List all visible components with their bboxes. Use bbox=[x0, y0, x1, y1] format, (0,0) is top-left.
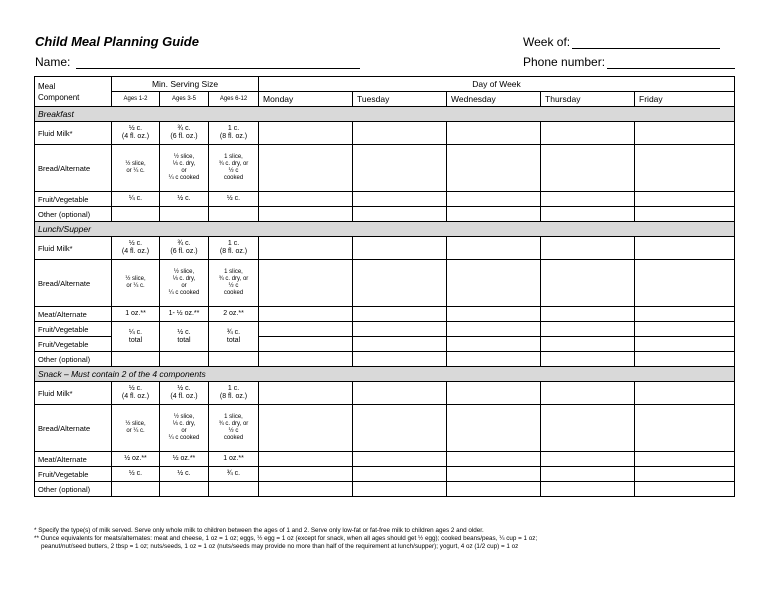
week-of-label: Week of: bbox=[523, 35, 571, 49]
day-entry-cell[interactable] bbox=[353, 237, 447, 260]
day-entry-cell[interactable] bbox=[541, 467, 635, 482]
footnote: * Specify the type(s) of milk served. Serve only whole milk to children between the ages of 1 and 2. Serve only low-fat or fat-free milk to children ages 2 and older. bbox=[34, 527, 484, 534]
day-entry-cell[interactable] bbox=[447, 145, 541, 192]
serving-size-cell: ¾ c. bbox=[209, 467, 259, 482]
day-entry-cell[interactable] bbox=[635, 192, 735, 207]
day-entry-cell[interactable] bbox=[447, 322, 541, 337]
table-row bbox=[35, 145, 735, 192]
day-entry-cell[interactable] bbox=[635, 382, 735, 405]
day-entry-cell[interactable] bbox=[353, 467, 447, 482]
component-label: Bread/Alternate bbox=[35, 145, 112, 192]
serving-size-cell: ¾ c. total bbox=[209, 322, 259, 352]
table-row bbox=[35, 382, 735, 405]
phone-label: Phone number: bbox=[523, 55, 606, 69]
day-entry-cell[interactable] bbox=[259, 405, 353, 452]
day-entry-cell[interactable] bbox=[259, 452, 353, 467]
component-label: Fruit/Vegetable bbox=[35, 337, 112, 352]
serving-size-cell: 1 oz.** bbox=[209, 452, 259, 467]
footnote: ** Ounce equivalents for meats/alternates: meat and cheese, 1 oz = 1 oz; eggs, ½ egg = 1 oz (except for snack, when all ages should get ½ egg); cooked beans/peas, ¼ cup = 1 oz; bbox=[34, 535, 538, 542]
table-row bbox=[35, 352, 735, 367]
day-entry-cell[interactable] bbox=[259, 207, 353, 222]
day-entry-cell[interactable] bbox=[635, 452, 735, 467]
day-header: Tuesday bbox=[353, 92, 447, 107]
day-entry-cell[interactable] bbox=[259, 260, 353, 307]
day-entry-cell[interactable] bbox=[635, 307, 735, 322]
day-entry-cell[interactable] bbox=[447, 192, 541, 207]
serving-size-cell: ½ slice, ⅓ c. dry, or ¼ c cooked bbox=[160, 405, 209, 452]
component-label: Other (optional) bbox=[35, 482, 112, 497]
day-entry-cell[interactable] bbox=[635, 482, 735, 497]
day-entry-cell[interactable] bbox=[447, 207, 541, 222]
day-entry-cell[interactable] bbox=[447, 452, 541, 467]
serving-size-cell: 1 slice, ¾ c. dry, or ½ c cooked bbox=[209, 405, 259, 452]
day-entry-cell[interactable] bbox=[259, 192, 353, 207]
day-entry-cell[interactable] bbox=[541, 122, 635, 145]
age-header: Ages 6-12 bbox=[209, 92, 259, 107]
serving-size-cell: ½ slice, or ¼ c. bbox=[112, 145, 160, 192]
serving-size-cell bbox=[209, 207, 259, 222]
day-entry-cell[interactable] bbox=[259, 467, 353, 482]
day-entry-cell[interactable] bbox=[635, 405, 735, 452]
day-entry-cell[interactable] bbox=[635, 322, 735, 337]
day-entry-cell[interactable] bbox=[541, 452, 635, 467]
footnote: peanut/nut/seed butters, 2 tbsp = 1 oz; nuts/seeds, 1 oz = 1 oz (nuts/seeds may provide no more than half of the requirement at lunch/supper); yogurt, 4 oz (1/2 cup) = 1 oz bbox=[34, 543, 519, 550]
serving-size-cell: ½ c. (4 fl. oz.) bbox=[112, 237, 160, 260]
day-entry-cell[interactable] bbox=[541, 260, 635, 307]
section-header: Snack – Must contain 2 of the 4 components bbox=[35, 367, 735, 382]
serving-size-cell bbox=[160, 482, 209, 497]
section-header: Breakfast bbox=[35, 107, 735, 122]
day-entry-cell[interactable] bbox=[447, 352, 541, 367]
week-of-field bbox=[523, 35, 720, 49]
table-row bbox=[35, 307, 735, 322]
component-label: Meat/Alternate bbox=[35, 452, 112, 467]
serving-size-cell: ½ c. bbox=[160, 192, 209, 207]
day-entry-cell[interactable] bbox=[635, 352, 735, 367]
serving-size-cell: 2 oz.** bbox=[209, 307, 259, 322]
phone-field bbox=[523, 55, 735, 69]
table-row bbox=[35, 467, 735, 482]
day-entry-cell[interactable] bbox=[447, 237, 541, 260]
table-row bbox=[35, 122, 735, 145]
day-entry-cell[interactable] bbox=[635, 260, 735, 307]
serving-size-cell bbox=[160, 207, 209, 222]
serving-size-cell: ½ c. (4 fl. oz.) bbox=[112, 122, 160, 145]
serving-size-cell: 1 oz.** bbox=[112, 307, 160, 322]
serving-size-cell: ¼ c. total bbox=[112, 322, 160, 352]
name-line[interactable] bbox=[76, 58, 360, 69]
day-entry-cell[interactable] bbox=[353, 207, 447, 222]
serving-size-cell: ½ c. bbox=[209, 192, 259, 207]
component-label: Fluid Milk* bbox=[35, 122, 112, 145]
min-serving-header: Min. Serving Size bbox=[112, 77, 259, 92]
table-row bbox=[35, 482, 735, 497]
day-entry-cell[interactable] bbox=[447, 337, 541, 352]
meal-component-header: Meal Component bbox=[35, 77, 112, 107]
serving-size-cell: ¼ c. bbox=[112, 192, 160, 207]
serving-size-cell: ½ c. bbox=[112, 467, 160, 482]
day-entry-cell[interactable] bbox=[541, 207, 635, 222]
component-label: Fruit/Vegetable bbox=[35, 192, 112, 207]
serving-size-cell: 1 slice, ¾ c. dry, or ½ c cooked bbox=[209, 260, 259, 307]
day-entry-cell[interactable] bbox=[353, 322, 447, 337]
day-entry-cell[interactable] bbox=[541, 352, 635, 367]
day-entry-cell[interactable] bbox=[353, 452, 447, 467]
serving-size-cell: ½ oz.** bbox=[160, 452, 209, 467]
table-row bbox=[35, 452, 735, 467]
table-row bbox=[35, 322, 735, 337]
serving-size-cell: ¾ c. (6 fl. oz.) bbox=[160, 237, 209, 260]
day-entry-cell[interactable] bbox=[541, 237, 635, 260]
serving-size-cell: 1 c. (8 fl. oz.) bbox=[209, 382, 259, 405]
name-field bbox=[35, 55, 360, 69]
table-row bbox=[35, 207, 735, 222]
age-header: Ages 3-5 bbox=[160, 92, 209, 107]
day-entry-cell[interactable] bbox=[447, 382, 541, 405]
table-row bbox=[35, 260, 735, 307]
serving-size-cell: ½ oz.** bbox=[112, 452, 160, 467]
day-entry-cell[interactable] bbox=[541, 145, 635, 192]
day-entry-cell[interactable] bbox=[541, 322, 635, 337]
component-label: Fruit/Vegetable bbox=[35, 467, 112, 482]
day-entry-cell[interactable] bbox=[541, 482, 635, 497]
day-entry-cell[interactable] bbox=[259, 122, 353, 145]
serving-size-cell: 1 slice, ¾ c. dry, or ½ c cooked bbox=[209, 145, 259, 192]
day-header: Wednesday bbox=[447, 92, 541, 107]
component-label: Other (optional) bbox=[35, 207, 112, 222]
day-of-week-header: Day of Week bbox=[259, 77, 735, 92]
component-label: Meat/Alternate bbox=[35, 307, 112, 322]
table-row bbox=[35, 237, 735, 260]
table-row bbox=[35, 405, 735, 452]
day-entry-cell[interactable] bbox=[447, 467, 541, 482]
day-entry-cell[interactable] bbox=[541, 382, 635, 405]
serving-size-cell bbox=[112, 207, 160, 222]
serving-size-cell: ½ slice, or ¼ c. bbox=[112, 405, 160, 452]
day-entry-cell[interactable] bbox=[541, 337, 635, 352]
day-entry-cell[interactable] bbox=[353, 382, 447, 405]
day-entry-cell[interactable] bbox=[353, 260, 447, 307]
day-entry-cell[interactable] bbox=[635, 122, 735, 145]
day-entry-cell[interactable] bbox=[259, 337, 353, 352]
day-entry-cell[interactable] bbox=[353, 482, 447, 497]
day-entry-cell[interactable] bbox=[259, 307, 353, 322]
day-entry-cell[interactable] bbox=[353, 352, 447, 367]
serving-size-cell: ½ slice, ⅓ c. dry, or ¼ c cooked bbox=[160, 145, 209, 192]
age-header: Ages 1-2 bbox=[112, 92, 160, 107]
day-entry-cell[interactable] bbox=[353, 122, 447, 145]
phone-line[interactable] bbox=[607, 58, 735, 69]
day-entry-cell[interactable] bbox=[353, 307, 447, 322]
serving-size-cell bbox=[160, 352, 209, 367]
component-label: Fluid Milk* bbox=[35, 382, 112, 405]
meal-planning-table bbox=[34, 76, 735, 497]
day-entry-cell[interactable] bbox=[635, 207, 735, 222]
day-entry-cell[interactable] bbox=[635, 237, 735, 260]
day-entry-cell[interactable] bbox=[447, 122, 541, 145]
serving-size-cell bbox=[209, 482, 259, 497]
serving-size-cell: ½ slice, or ¼ c. bbox=[112, 260, 160, 307]
component-label: Fluid Milk* bbox=[35, 237, 112, 260]
day-entry-cell[interactable] bbox=[353, 337, 447, 352]
day-entry-cell[interactable] bbox=[447, 405, 541, 452]
name-label: Name: bbox=[35, 55, 71, 69]
day-entry-cell[interactable] bbox=[259, 322, 353, 337]
component-label: Bread/Alternate bbox=[35, 405, 112, 452]
day-entry-cell[interactable] bbox=[635, 337, 735, 352]
serving-size-cell: ½ c. total bbox=[160, 322, 209, 352]
day-entry-cell[interactable] bbox=[447, 482, 541, 497]
component-label: Fruit/Vegetable bbox=[35, 322, 112, 337]
serving-size-cell bbox=[209, 352, 259, 367]
day-header: Friday bbox=[635, 92, 735, 107]
day-entry-cell[interactable] bbox=[353, 145, 447, 192]
serving-size-cell bbox=[112, 482, 160, 497]
serving-size-cell: ¾ c. (6 fl. oz.) bbox=[160, 122, 209, 145]
serving-size-cell bbox=[112, 352, 160, 367]
page-title: Child Meal Planning Guide bbox=[35, 34, 199, 49]
day-entry-cell[interactable] bbox=[541, 307, 635, 322]
serving-size-cell: ½ slice, ⅓ c. dry, or ¼ c cooked bbox=[160, 260, 209, 307]
day-entry-cell[interactable] bbox=[353, 405, 447, 452]
day-header: Monday bbox=[259, 92, 353, 107]
serving-size-cell: 1 c. (8 fl. oz.) bbox=[209, 237, 259, 260]
day-entry-cell[interactable] bbox=[635, 145, 735, 192]
serving-size-cell: ½ c. bbox=[160, 467, 209, 482]
week-of-line[interactable] bbox=[572, 38, 720, 49]
day-entry-cell[interactable] bbox=[541, 405, 635, 452]
serving-size-cell: ½ c. (4 fl. oz.) bbox=[112, 382, 160, 405]
serving-size-cell: 1- ½ oz.** bbox=[160, 307, 209, 322]
serving-size-cell: 1 c. (8 fl. oz.) bbox=[209, 122, 259, 145]
section-header: Lunch/Supper bbox=[35, 222, 735, 237]
day-entry-cell[interactable] bbox=[541, 192, 635, 207]
table-row bbox=[35, 192, 735, 207]
day-entry-cell[interactable] bbox=[259, 237, 353, 260]
day-entry-cell[interactable] bbox=[259, 482, 353, 497]
day-header: Thursday bbox=[541, 92, 635, 107]
footnotes bbox=[34, 527, 734, 551]
component-label: Bread/Alternate bbox=[35, 260, 112, 307]
day-entry-cell[interactable] bbox=[447, 307, 541, 322]
component-label: Other (optional) bbox=[35, 352, 112, 367]
day-entry-cell[interactable] bbox=[635, 467, 735, 482]
day-entry-cell[interactable] bbox=[259, 145, 353, 192]
day-entry-cell[interactable] bbox=[353, 192, 447, 207]
day-entry-cell[interactable] bbox=[259, 382, 353, 405]
serving-size-cell: ½ c. (4 fl. oz.) bbox=[160, 382, 209, 405]
day-entry-cell[interactable] bbox=[447, 260, 541, 307]
day-entry-cell[interactable] bbox=[259, 352, 353, 367]
